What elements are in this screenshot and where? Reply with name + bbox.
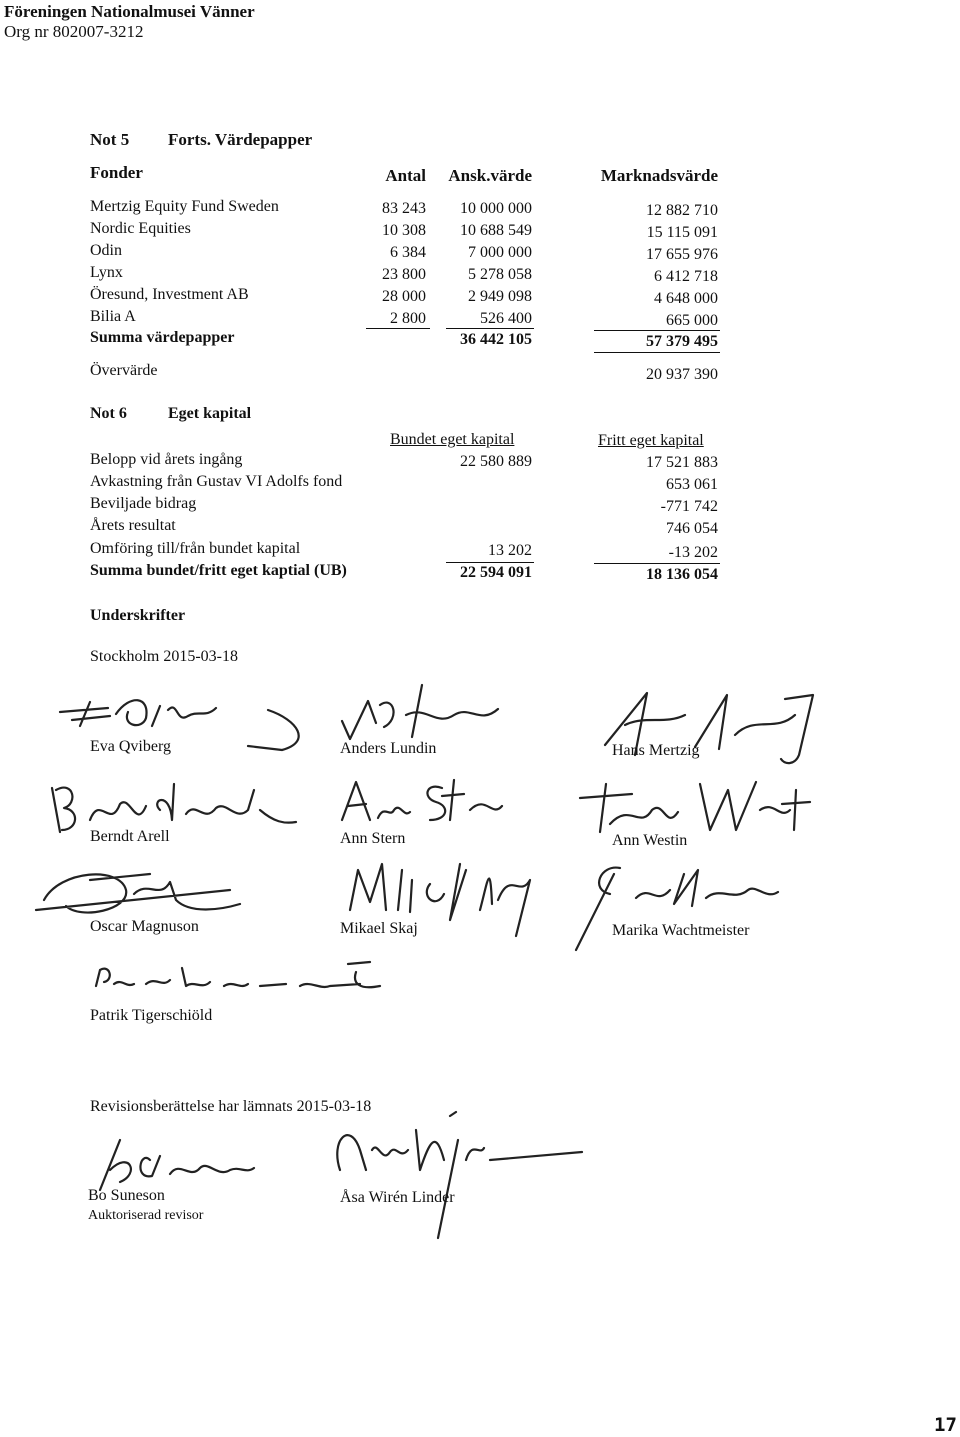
fund-antal: 23 800 [382,266,426,283]
sum-securities-label: Summa värdepapper [90,329,235,346]
fund-name: Bilia A [90,308,136,325]
fund-market: 4 648 000 [654,290,718,307]
equity-row-fritt: -13 202 [668,544,718,561]
signatory-name: Patrik Tigerschiöld [90,1007,213,1024]
audit-statement: Revisionsberättelse har lämnats 2015-03-18 [90,1098,372,1115]
fund-ansk: 526 400 [480,310,532,327]
fund-ansk: 10 688 549 [460,222,532,239]
fund-antal: 83 243 [382,200,426,217]
sum-equity-fritt: 18 136 054 [646,566,718,583]
col-header-fund: Fonder [90,163,143,182]
sum-securities-market: 57 379 495 [646,333,718,350]
auditor2-name: Åsa Wirén Linder [340,1189,455,1206]
fund-market: 12 882 710 [646,202,718,219]
signatory-name: Anders Lundin [340,740,437,757]
fund-market: 15 115 091 [646,224,718,241]
equity-row-fritt: 746 054 [666,520,718,537]
org-number: Org nr 802007-3212 [4,22,144,41]
auditor1-title: Auktoriserad revisor [88,1208,204,1223]
equity-row-fritt: 653 061 [666,476,718,493]
place-date: Stockholm 2015-03-18 [90,648,238,665]
page-number: 17 [934,1414,957,1436]
signature-hans-mertzig [585,685,835,775]
signature-berndt-arell [40,770,300,840]
sum-equity-label: Summa bundet/fritt eget kaptial (UB) [90,562,347,579]
signature-ann-westin [570,770,830,840]
equity-row-label: Omföring till/från bundet kapital [90,540,301,557]
note6-number: Not 6 [90,405,127,422]
underline-bundet [446,562,534,563]
auditor1-name: Bo Suneson [88,1187,165,1204]
sum-securities-ansk: 36 442 105 [460,331,532,348]
fund-market: 6 412 718 [654,268,718,285]
fund-ansk: 7 000 000 [468,244,532,261]
fund-name: Nordic Equities [90,220,191,237]
equity-row-bundet: 13 202 [488,542,532,559]
equity-row-bundet: 22 580 889 [460,453,532,470]
fund-market: 17 655 976 [646,246,718,263]
fund-antal: 2 800 [390,310,426,327]
equity-row-label: Årets resultat [90,517,176,534]
equity-row-fritt: 17 521 883 [646,454,718,471]
signatory-name: Hans Mertzig [612,742,700,759]
underline-fritt [594,563,720,564]
signatory-name: Ann Stern [340,830,406,847]
underline-ansk [446,328,534,329]
fund-ansk: 10 000 000 [460,200,532,217]
fund-name: Odin [90,242,122,259]
underline-market [594,330,720,331]
equity-row-fritt: -771 742 [660,498,718,515]
signature-asa-wiren-linder [320,1100,590,1240]
col-header-ansk: Ansk.värde [448,166,532,185]
fund-ansk: 2 949 098 [468,288,532,305]
signature-patrik-tigerschiold [90,950,390,1000]
org-name: Föreningen Nationalmusei Vänner [4,2,255,21]
col-header-bundet: Bundet eget kapital [390,431,515,448]
fund-market: 665 000 [666,312,718,329]
equity-row-label: Beviljade bidrag [90,495,197,512]
overvalue-amount: 20 937 390 [646,366,718,383]
fund-antal: 6 384 [390,244,426,261]
fund-antal: 28 000 [382,288,426,305]
signatory-name: Marika Wachtmeister [612,922,750,939]
fund-name: Öresund, Investment AB [90,286,249,303]
note6-title: Eget kapital [168,405,252,422]
fund-name: Mertzig Equity Fund Sweden [90,198,279,215]
signatory-name: Ann Westin [612,832,688,849]
note5-title: Forts. Värdepapper [168,130,313,149]
signatures-heading: Underskrifter [90,607,186,624]
overvalue-label: Övervärde [90,362,158,379]
underline-antal [366,328,430,329]
col-header-fritt: Fritt eget kapital [598,432,704,449]
signatory-name: Eva Qviberg [90,738,172,755]
signatory-name: Mikael Skaj [340,920,418,937]
sum-equity-bundet: 22 594 091 [460,564,532,581]
signatory-name: Berndt Arell [90,828,170,845]
col-header-antal: Antal [385,166,426,185]
sum-market-underline [594,352,720,353]
fund-name: Lynx [90,264,123,281]
col-header-market: Marknadsvärde [600,166,718,185]
signature-marika-wachtmeister [560,850,790,960]
signatory-name: Oscar Magnuson [90,918,199,935]
note5-number: Not 5 [90,130,130,149]
fund-antal: 10 308 [382,222,426,239]
signature-ann-stern [330,770,520,830]
equity-row-label: Avkastning från Gustav VI Adolfs fond [90,473,343,490]
fund-ansk: 5 278 058 [468,266,532,283]
equity-row-label: Belopp vid årets ingång [90,451,243,468]
